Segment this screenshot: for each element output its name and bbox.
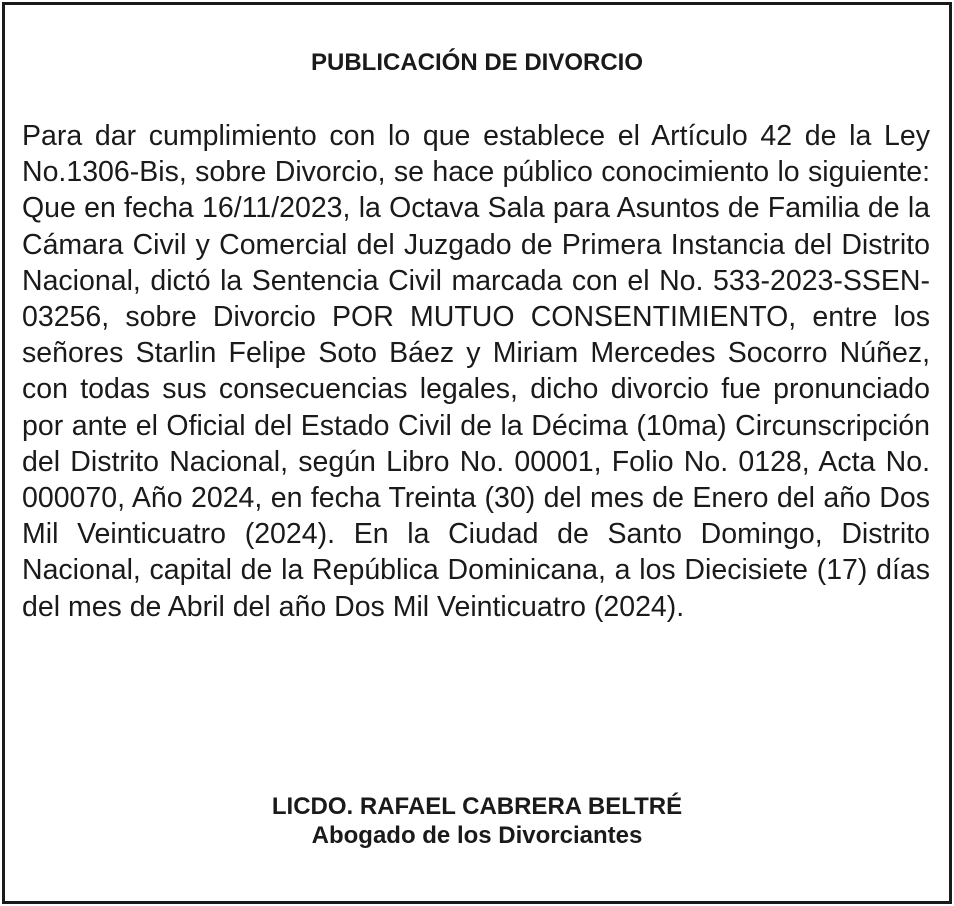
signer-role: Abogado de los Divorciantes	[311, 822, 643, 849]
notice-title: PUBLICACIÓN DE DIVORCIO	[310, 49, 643, 76]
notice-body: Para dar cumplimiento con lo que establece el Artículo 42 de la Ley No.1306-Bis, sobre Divorcio, se hace público conocimiento lo siguiente: Que en fecha 16/11/2023, la Octava Sala para Asuntos de Familia de la Cámara Civil y Comercial del Juzgado de Primera Instancia del Distrito Nacional, dictó la Sentencia Civil marcada con el No. 533-2023-SSEN-03256, sobre Divorcio POR MUTUO CONSENTIMIENTO, entre los señores Starlin Felipe Soto Báez y Miriam Mercedes Socorro Núñez, con todas sus consecuencias legales, dicho divorcio fue pronunciado por ante el Oficial del Estado Civil de la Décima (10ma) Circunscripción del Distrito Nacional, según Libro No. 00001, Folio No. 0128, Acta No. 000070, Año 2024, en fecha Treinta (30) del mes de Enero del año Dos Mil Veinticuatro (2024). En la Ciudad de Santo Domingo, Distrito Nacional, capital de la República Dominicana, a los Diecisiete (17) días del mes de Abril del año Dos Mil Veinticuatro (2024).	[22, 120, 930, 623]
notice-border	[2, 2, 952, 904]
signer-name: LICDO. RAFAEL CABRERA BELTRÉ	[271, 793, 683, 820]
signature-block	[5, 792, 949, 850]
